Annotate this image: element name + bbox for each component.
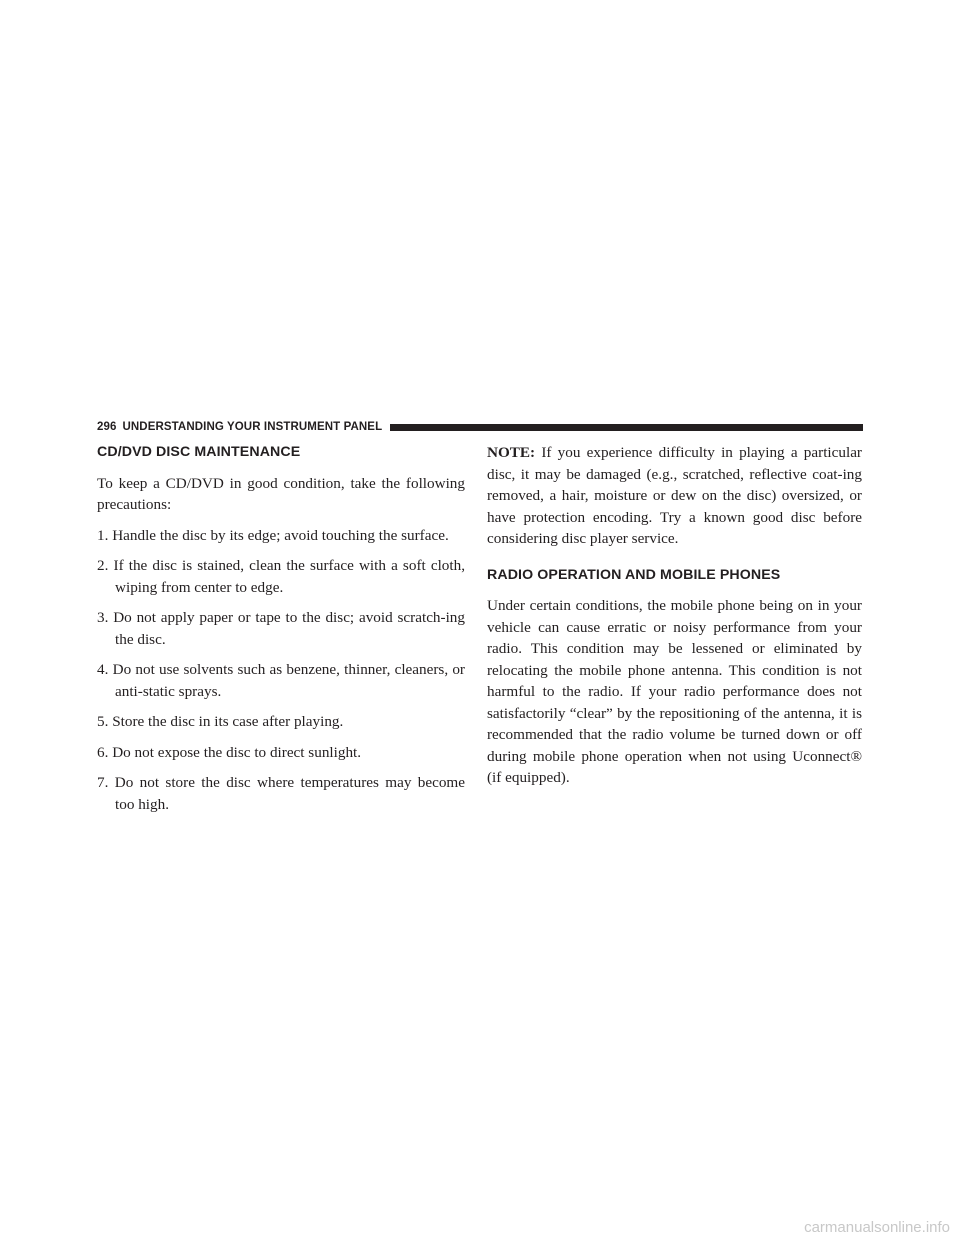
note-paragraph bbox=[487, 442, 862, 550]
radio-paragraph: Under certain conditions, the mobile phone being on in your vehicle can cause erratic or noisy performance from your radio. This condition may be lessened or eliminated by relocating the mobile phone antenna. This condition is not harmful to the radio. If your radio performance does not satisfactorily “clear” by the repositioning of the antenna, it is recommended that the radio volume be turned down or off during mobile phone operation when not using Uconnect® (if equipped). bbox=[487, 597, 862, 786]
left-column bbox=[97, 442, 465, 824]
radio-heading: RADIO OPERATION AND MOBILE PHONES bbox=[487, 566, 781, 583]
list-item: 6. Do not expose the disc to direct sunlight. bbox=[97, 743, 362, 761]
list-item: 3. Do not apply paper or tape to the disc; avoid scratch-ing the disc. bbox=[97, 609, 465, 648]
note-label: NOTE: bbox=[487, 444, 536, 461]
list-item: 2. If the disc is stained, clean the surface with a soft cloth, wiping from center to edge. bbox=[97, 557, 465, 596]
note-text: If you experience difficulty in playing a particular disc, it may be damaged (e.g., scratched, reflective coat-ing removed, a hair, moisture or dew on the disc) oversized, or have protection encoding. Try a known good disc before considering disc player service. bbox=[487, 444, 862, 547]
page-number: 296 bbox=[97, 421, 117, 433]
page-header bbox=[97, 419, 863, 435]
watermark: carmanualsonline.info bbox=[804, 1219, 950, 1236]
list-item: 7. Do not store the disc where temperatures may become too high. bbox=[97, 774, 465, 813]
disc-maintenance-heading: CD/DVD DISC MAINTENANCE bbox=[97, 444, 301, 460]
section-title: UNDERSTANDING YOUR INSTRUMENT PANEL bbox=[122, 421, 383, 433]
header-rule bbox=[390, 424, 863, 431]
right-column bbox=[487, 442, 862, 798]
precautions-list bbox=[97, 525, 465, 816]
intro-paragraph: To keep a CD/DVD in good condition, take the following precautions: bbox=[97, 474, 465, 513]
list-item: 5. Store the disc in its case after playing. bbox=[97, 713, 344, 730]
list-item: 4. Do not use solvents such as benzene, thinner, cleaners, or anti-static sprays. bbox=[97, 661, 465, 700]
list-item: 1. Handle the disc by its edge; avoid touching the surface. bbox=[97, 526, 449, 544]
